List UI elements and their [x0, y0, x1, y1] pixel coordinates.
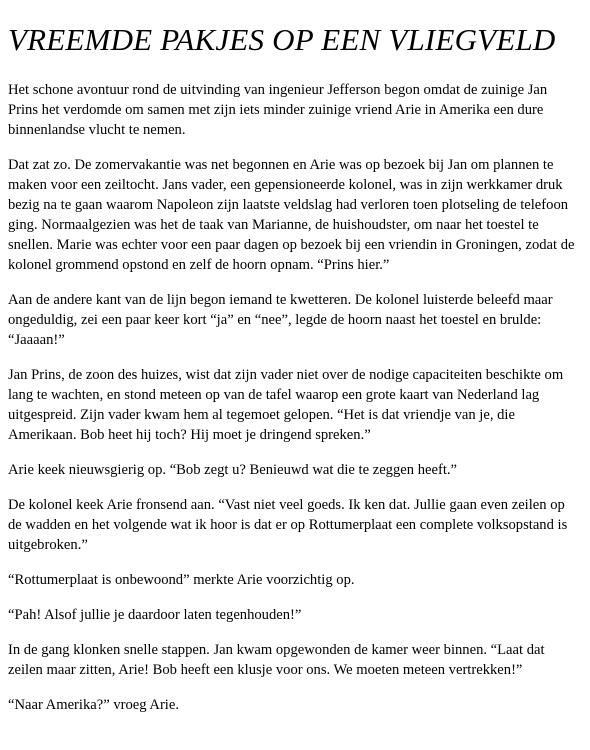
paragraph-10: “Naar Amerika?” vroeg Arie. — [8, 697, 179, 713]
document-page — [8, 0, 580, 715]
document-title: VREEMDE PAKJES OP EEN VLIEGVELD — [8, 22, 556, 57]
paragraph-3: Aan de andere kant van de lijn begon iemand te kwetteren. De kolonel luisterde beleefd maar ongeduldig, zei een paar keer kort “ja” en “nee”, legde de hoorn naast het toestel en brulde: “Jaaaan!” — [8, 292, 553, 348]
paragraph-1: Het schone avontuur rond de uitvinding van ingenieur Jefferson begon omdat de zuinige Jan Prins het verdomde om samen met zijn iets minder zuinige vriend Arie in Amerika een dure binnenlandse vlucht te nemen. — [8, 82, 548, 138]
paragraph-8: “Pah! Alsof jullie je daardoor laten tegenhouden!” — [8, 607, 302, 623]
paragraph-4: Jan Prins, de zoon des huizes, wist dat zijn vader niet over de nodige capaciteiten beschikte om lang te wachten, en stond meteen op van de tafel waarop een grote kaart van Nederland lag uitgespreid. Zijn vader kwam hem al tegemoet gelopen. “Het is dat vriendje van je, die Amerikaan. Bob heet hij toch? Hij moet je dringend spreken.” — [8, 367, 564, 443]
paragraph-7: “Rottumerplaat is onbewoond” merkte Arie voorzichtig op. — [8, 572, 355, 588]
paragraph-5: Arie keek nieuwsgierig op. “Bob zegt u? Benieuwd wat die te zeggen heeft.” — [8, 462, 457, 478]
paragraph-6: De kolonel keek Arie fronsend aan. “Vast niet veel goeds. Ik ken dat. Jullie gaan even zeilen op de wadden en het volgende wat ik hoor is dat er op Rottumerplaat een complete volksopstand is uitgebroken.” — [8, 497, 568, 553]
paragraph-2: Dat zat zo. De zomervakantie was net begonnen en Arie was op bezoek bij Jan om plannen te maken voor een zeiltocht. Jans vader, een gepensioneerde kolonel, was in zijn werkkamer druk bezig na te gaan waarom Napoleon zijn laatste veldslag had verloren toen plotseling de telefoon ging. Normaalgezien was het de taak van Marianne, de huishoudster, om naar het toestel te snellen. Marie was echter voor een paar dagen op bezoek bij een vriendin in Groningen, zodat de kolonel grommend opstond en zelf de hoorn opnam. “Prins hier.” — [8, 157, 575, 273]
paragraph-9: In de gang klonken snelle stappen. Jan kwam opgewonden de kamer weer binnen. “Laat dat zeilen maar zitten, Arie! Bob heeft een klusje voor ons. We moeten meteen vertrekken!” — [8, 642, 545, 678]
